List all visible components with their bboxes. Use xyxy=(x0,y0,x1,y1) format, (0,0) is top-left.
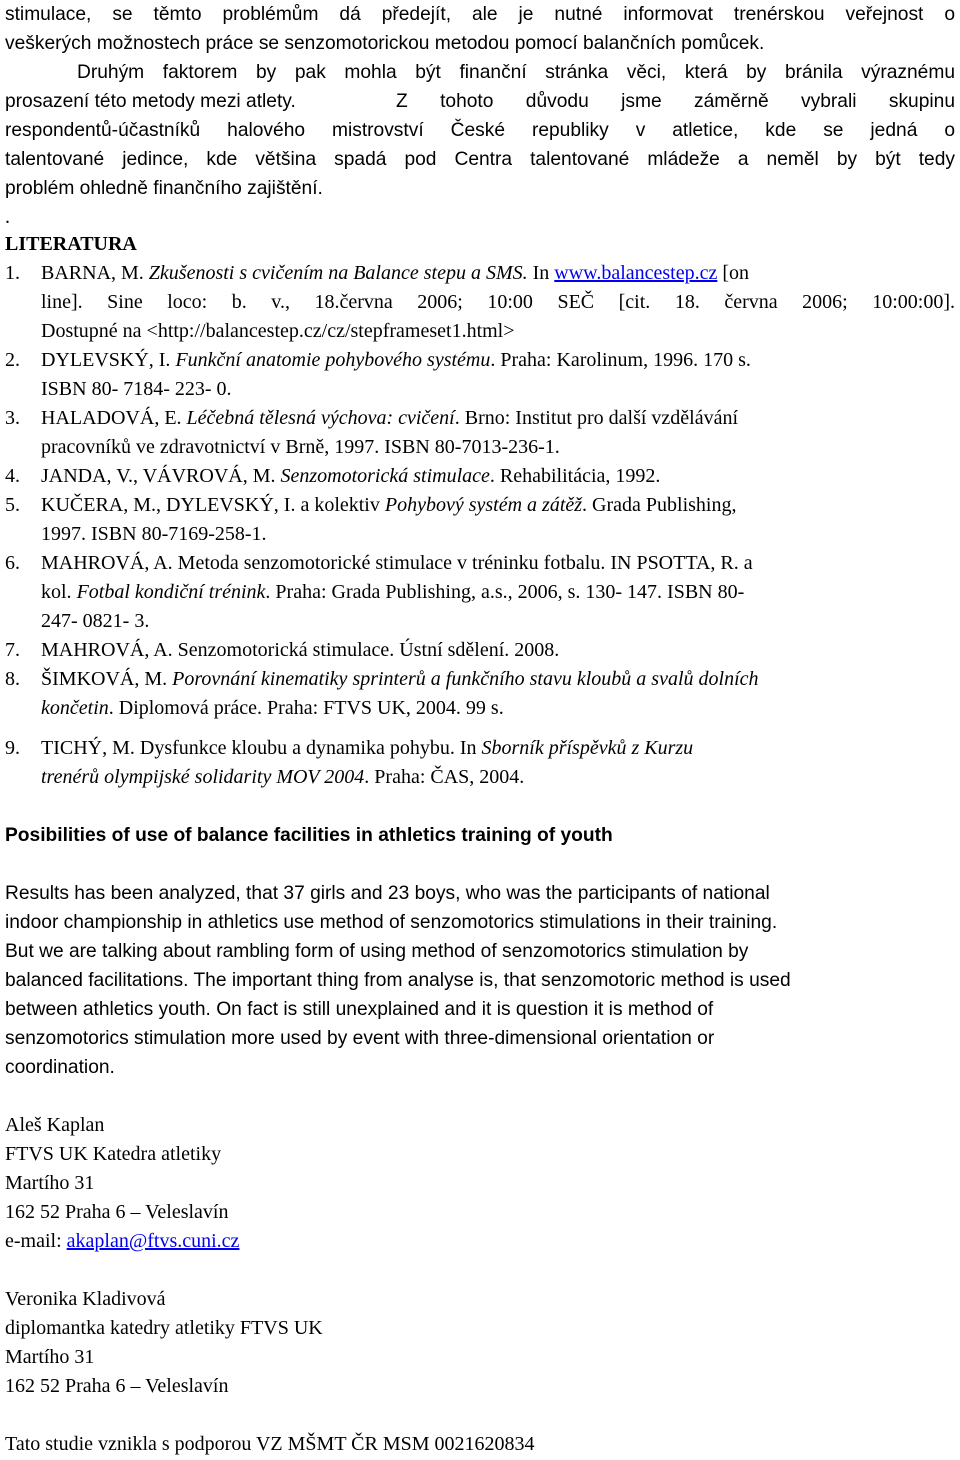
reference-2 xyxy=(5,346,751,375)
author-2-department: diplomantka katedry atletiky FTVS UK xyxy=(5,1317,323,1339)
author-2-name: Veronika Kladivová xyxy=(5,1288,166,1310)
reference-text: . Rehabilitácia, 1992. xyxy=(489,465,661,487)
author-1-department: FTVS UK Katedra atletiky xyxy=(5,1143,222,1165)
reference-text: . Praha: Grada Publishing, a.s., 2006, s. 130- 147. ISBN 80- xyxy=(265,581,745,603)
stray-dot: . xyxy=(5,206,10,228)
abstract-line-5: between athletics youth. On fact is still unexplained and it is question it is method of xyxy=(5,999,714,1020)
reference-text: [on xyxy=(717,262,750,284)
reference-author: JANDA, V., VÁVROVÁ, M. xyxy=(41,465,281,487)
reference-number: 9. xyxy=(5,737,20,759)
reference-5 xyxy=(5,491,736,520)
reference-author: MAHROVÁ, A. Metoda senzomotorické stimulace v tréninku fotbalu. IN PSOTTA, R. a xyxy=(41,552,753,574)
reference-number: 7. xyxy=(5,639,20,661)
reference-8 xyxy=(5,665,759,694)
reference-number: 6. xyxy=(5,552,20,574)
reference-3 xyxy=(5,404,738,433)
intro-line-7: problém ohledně finančního zajištění. xyxy=(5,178,323,199)
reference-title: Porovnání kinematiky sprinterů a funkčního stavu kloubů a svalů dolních xyxy=(172,668,759,690)
reference-1-cont-2: Dostupné na <http://balancestep.cz/cz/stepframeset1.html> xyxy=(41,320,515,342)
abstract-line-7: coordination. xyxy=(5,1057,115,1078)
abstract-line-3: But we are talking about rambling form of using method of senzomotorics stimulation by xyxy=(5,941,749,962)
reference-number: 8. xyxy=(5,668,20,690)
intro-line-3: Druhým faktorem by pak mohla být finanční stránka věci, která by bránila výraznému xyxy=(77,62,955,83)
reference-text: . Praha: Karolinum, 1996. 170 s. xyxy=(490,349,751,371)
reference-1 xyxy=(5,259,749,288)
author-1-city: 162 52 Praha 6 – Veleslavín xyxy=(5,1201,229,1223)
reference-title: Zkušenosti s cvičením na Balance stepu a SMS. xyxy=(148,262,528,284)
reference-author: ŠIMKOVÁ, M. xyxy=(41,668,173,690)
reference-title: Fotbal kondiční trénink xyxy=(76,581,266,603)
reference-title: Senzomotorická stimulace xyxy=(280,465,490,487)
reference-text: kol. xyxy=(41,581,77,603)
reference-author: TICHÝ, M. Dysfunkce kloubu a dynamika pohybu. In xyxy=(41,737,482,759)
abstract-line-4: balanced facilitations. The important thing from analyse is, that senzomotoric method is used xyxy=(5,970,791,991)
intro-line-4a: prosazení této metody mezi atlety. xyxy=(5,91,296,112)
abstract-line-6: senzomotorics stimulation more used by event with three-dimensional orientation or xyxy=(5,1028,715,1049)
funding-note: Tato studie vznikla s podporou VZ MŠMT ČR MSM 0021620834 xyxy=(5,1433,535,1455)
intro-line-4b: Z tohoto důvodu jsme záměrně vybrali skupinu xyxy=(396,91,955,112)
reference-number: 3. xyxy=(5,407,20,429)
reference-2-cont: ISBN 80- 7184- 223- 0. xyxy=(41,378,232,400)
reference-author: KUČERA, M., DYLEVSKÝ, I. a kolektiv xyxy=(41,494,385,516)
reference-title: trenérů olympijské solidarity MOV 2004 xyxy=(41,766,365,788)
reference-number: 5. xyxy=(5,494,20,516)
reference-author: MAHROVÁ, A. Senzomotorická stimulace. Ústní sdělení. 2008. xyxy=(41,639,560,661)
abstract-title: Posibilities of use of balance facilities in athletics training of youth xyxy=(5,825,613,846)
reference-title: Funkční anatomie pohybového systému xyxy=(175,349,491,371)
intro-line-6: talentované jedince, kde většina spadá pod Centra talentované mládeže a neměl by být tedy xyxy=(5,149,955,170)
author-1-email xyxy=(5,1227,239,1256)
reference-author: HALADOVÁ, E. xyxy=(41,407,187,429)
reference-title: Pohybový systém a zátěž xyxy=(384,494,583,516)
reference-6 xyxy=(5,549,753,578)
reference-author: DYLEVSKÝ, I. xyxy=(41,349,176,371)
author-2-street: Martího 31 xyxy=(5,1346,95,1368)
reference-8-cont xyxy=(41,694,504,723)
reference-1-cont-1: line]. Sine loco: b. v., 18.června 2006; 10:00 SEČ [cit. 18. června 2006; 10:00:00]. xyxy=(41,291,955,313)
reference-text: . Brno: Institut pro další vzdělávání xyxy=(454,407,739,429)
reference-4 xyxy=(5,462,660,491)
reference-number: 1. xyxy=(5,262,20,284)
reference-author: BARNA, M. xyxy=(41,262,149,284)
abstract-line-2: indoor championship in athletics use method of senzomotorics stimulations in their training. xyxy=(5,912,778,933)
reference-title: končetin xyxy=(41,697,109,719)
reference-title: Léčebná tělesná výchova: cvičení xyxy=(186,407,455,429)
intro-line-2: veškerých možnostech práce se senzomotorickou metodou pomocí balančních pomůcek. xyxy=(5,33,765,54)
author-1-street: Martího 31 xyxy=(5,1172,95,1194)
email-link[interactable]: akaplan@ftvs.cuni.cz xyxy=(66,1230,240,1252)
intro-line-5: respondentů-účastníků halového mistrovství České republiky v atletice, kde se jedná o xyxy=(5,120,955,141)
author-1-name: Aleš Kaplan xyxy=(5,1114,105,1136)
author-2-city: 162 52 Praha 6 – Veleslavín xyxy=(5,1375,229,1397)
literature-heading: LITERATURA xyxy=(5,233,137,255)
reference-text: In xyxy=(527,262,555,284)
reference-7 xyxy=(5,636,559,665)
abstract-line-1: Results has been analyzed, that 37 girls and 23 boys, who was the participants of national xyxy=(5,883,770,904)
reference-6-cont-2: 247- 0821- 3. xyxy=(41,610,150,632)
reference-number: 4. xyxy=(5,465,20,487)
reference-3-cont: pracovníků ve zdravotnictví v Brně, 1997. ISBN 80-7013-236-1. xyxy=(41,436,560,458)
reference-9-cont xyxy=(41,763,524,792)
reference-title: Sborník příspěvků z Kurzu xyxy=(481,737,694,759)
intro-line-1: stimulace, se těmto problémům dá předejít, ale je nutné informovat trenérskou veřejnost o xyxy=(5,4,955,25)
reference-9 xyxy=(5,734,693,763)
reference-6-cont-1 xyxy=(41,578,744,607)
reference-text: . Grada Publishing, xyxy=(582,494,737,516)
reference-text: . Diplomová práce. Praha: FTVS UK, 2004. 99 s. xyxy=(108,697,504,719)
balancestep-link[interactable]: www.balancestep.cz xyxy=(554,262,718,284)
email-label: e-mail: xyxy=(5,1230,67,1252)
reference-text: . Praha: ČAS, 2004. xyxy=(364,766,525,788)
reference-5-cont: 1997. ISBN 80-7169-258-1. xyxy=(41,523,267,545)
reference-number: 2. xyxy=(5,349,20,371)
